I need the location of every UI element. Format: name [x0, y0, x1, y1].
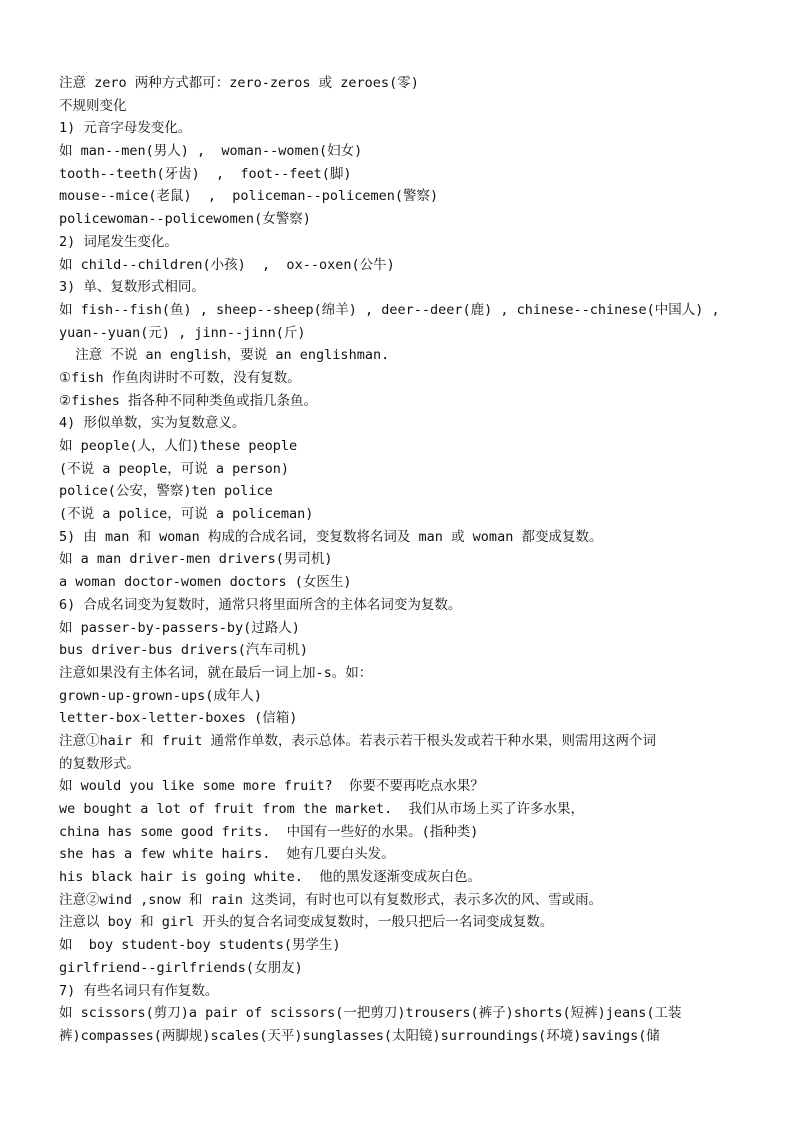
text-line: 不规则变化 — [59, 97, 127, 114]
text-line: 注意以 boy 和 girl 开头的复合名词变成复数时，一般只把后一名词变成复数。 — [59, 914, 554, 931]
text-line: (不说 a police，可说 a policeman) — [59, 506, 314, 523]
text-line: his black hair is going white. 他的黑发逐渐变成灰白色。 — [59, 869, 482, 886]
text-line: 注意②wind ,snow 和 rain 这类词，有时也可以有复数形式，表示多次的风、雪或雨。 — [59, 891, 603, 908]
text-line: (不说 a people，可说 a person) — [59, 460, 290, 477]
text-line: 5) 由 man 和 woman 构成的合成名词，变复数将名词及 man 或 woman 都变成复数。 — [59, 528, 603, 545]
text-line: 如 fish--fish(鱼) , sheep--sheep(绵羊) , deer--deer(鹿) , chinese--chinese(中国人) , — [59, 301, 720, 318]
text-line: girlfriend--girlfriends(女朋友) — [59, 959, 303, 976]
text-line: 如 man--men(男人) , woman--women(妇女) — [59, 143, 363, 160]
text-line: china has some good frits. 中国有一些好的水果。(指种类) — [59, 823, 479, 840]
text-line: 裤)compasses(两脚规)scales(天平)sunglasses(太阳镜)surroundings(环境)savings(储 — [59, 1027, 660, 1044]
text-line: 如 would you like some more fruit? 你要不要再吃点水果？ — [59, 778, 484, 795]
text-line: police(公安，警察)ten police — [59, 483, 273, 500]
text-line: 3) 单、复数形式相同。 — [59, 279, 205, 296]
text-line: 如 people(人，人们)these people — [59, 438, 298, 454]
text-line: 1) 元音字母发变化。 — [59, 120, 192, 137]
text-line: 6) 合成名词变为复数时，通常只将里面所含的主体名词变为复数。 — [59, 596, 462, 613]
text-line: grown-up-grown-ups(成年人) — [59, 687, 263, 704]
text-line: 如 scissors(剪刀)a pair of scissors(一把剪刀)trousers(裤子)shorts(短裤)jeans(工装 — [59, 1005, 682, 1022]
text-line: 如 child--children(小孩) , ox--oxen(公牛) — [59, 256, 395, 273]
text-line: ①fish 作鱼肉讲时不可数，没有复数。 — [59, 369, 301, 386]
text-line: 注意如果没有主体名词，就在最后一词上加-s。如： — [59, 664, 373, 681]
text-line: letter-box-letter-boxes (信箱) — [59, 710, 298, 727]
text-line: we bought a lot of fruit from the market. 我们从市场上买了许多水果， — [59, 801, 584, 817]
text-line: tooth--teeth(牙齿) , foot--feet(脚) — [59, 165, 352, 182]
text-line: 如 passer-by-passers-by(过路人) — [59, 619, 300, 636]
document-page — [59, 72, 739, 1048]
text-line: 的复数形式。 — [59, 755, 140, 772]
text-line: ②fishes 指各种不同种类鱼或指几条鱼。 — [59, 392, 317, 409]
text-line: 4) 形似单数，实为复数意义。 — [59, 415, 246, 432]
text-line: 注意 zero 两种方式都可：zero-zeros 或 zeroes(零) — [59, 75, 419, 91]
text-line: 注意①hair 和 fruit 通常作单数，表示总体。若表示若干根头发或若干种水果，则需用这两个词 — [59, 732, 657, 749]
text-line: 注意 不说 an english，要说 an englishman. — [59, 347, 390, 364]
text-line: she has a few white hairs. 她有几要白头发。 — [59, 846, 395, 863]
text-line: policewoman--policewomen(女警察) — [59, 211, 311, 228]
text-line: 7) 有些名词只有作复数。 — [59, 982, 219, 999]
text-line: yuan--yuan(元) , jinn--jinn(斤) — [59, 324, 306, 341]
text-line: mouse--mice(老鼠) , policeman--policemen(警察) — [59, 188, 439, 205]
text-line: 如 boy student-boy students(男学生) — [59, 937, 341, 954]
text-line: 2) 词尾发生变化。 — [59, 233, 178, 250]
text-line: a woman doctor-women doctors (女医生) — [59, 574, 352, 591]
text-line: bus driver-bus drivers(汽车司机) — [59, 642, 309, 659]
text-line: 如 a man driver-men drivers(男司机) — [59, 551, 333, 568]
